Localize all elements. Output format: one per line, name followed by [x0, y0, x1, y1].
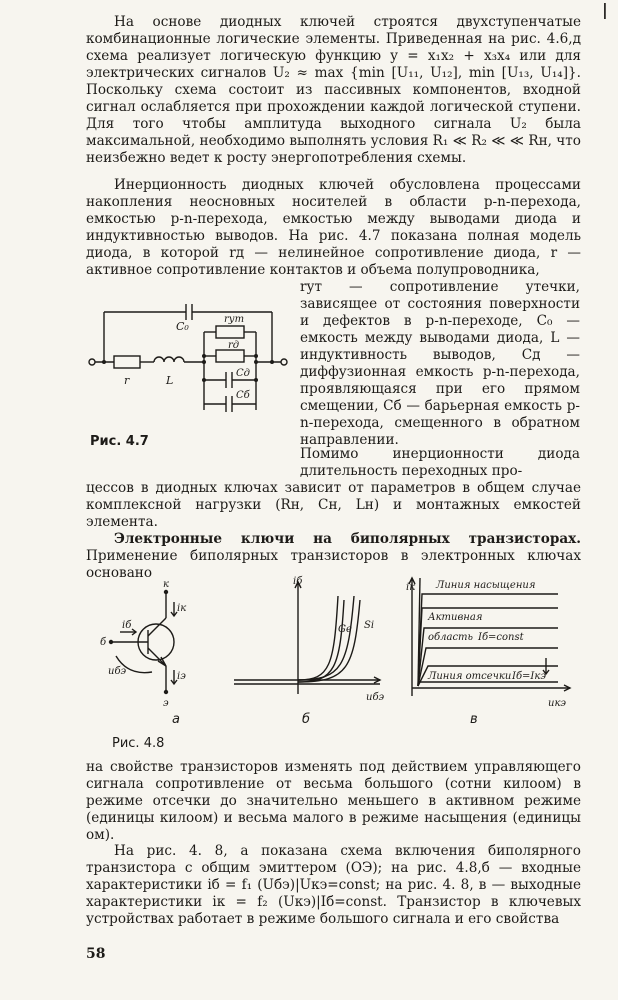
label-active-cond: Iб=const	[478, 632, 524, 643]
label-active-1: Активная	[428, 612, 483, 623]
figure-4-8a-transistor	[86, 578, 196, 728]
label-saturation-line: Линия насыщения	[436, 580, 536, 591]
label-cd: Cд	[236, 368, 250, 379]
paragraph-bjt-modes: на свойстве транзисторов изменять под действием управляющего сигнала сопротивление от весьма большого (сотни килоом) в режиме отсечки до значительно меньшего в активном режиме (единицы килоом) и весьма малого в режиме насыщения (единицы ом).	[86, 759, 581, 843]
figure-4-8c-label: в	[470, 712, 478, 727]
label-ib: iб	[122, 620, 132, 631]
paragraph-inertia-cont: rут — сопротивление утечки, зависящее от состояния поверхности и дефектов в p-n-переходе, C₀ — емкость между выводами диода, L — индуктивность выводов, Cд — диффузионная емкость p-n-перехода, проявляющаяся при его прямом смещении, Cб — барьерная емкость p-n-перехода, смещенного в обратном направлении.	[300, 279, 580, 448]
corner-mark: |	[602, 0, 608, 19]
label-rut: rут	[224, 314, 245, 325]
figure-4-8-caption: Рис. 4.8	[112, 736, 165, 751]
label-yaxis-b: iб	[293, 576, 303, 587]
label-ge: Ge	[338, 624, 352, 635]
paragraph-inertia-end: цессов в диодных ключах зависит от параметров в общем случае комплексной нагрузки (Rн, Cн, Lн) и монтажных емкостей элемента.	[86, 480, 581, 530]
label-yaxis-c: iк	[406, 582, 416, 593]
figure-4-8b-input-characteristics	[230, 576, 390, 706]
label-c0: C₀	[176, 320, 189, 333]
page-number: 58	[86, 946, 106, 962]
label-cutoff-cond: Iб=Iкэ	[512, 671, 546, 682]
paragraph-diode-logic: На основе диодных ключей строятся двухступенчатые комбинационные логические элементы. Приведенная на рис. 4.6,д схема реализует логическую функцию y = x₁x₂ + x₃x₄ или для электрических сигналов U₂ ≈ max {min [U₁₁, U₁₂], min [U₁₃, U₁₄]}. Поскольку схема состоит из пассивных компонентов, входной сигнал ослабляется при прохождении каждой логической ступени. Для того чтобы амплитуда выходного сигнала U₂ была максимальной, необходимо выполнять условия R₁ ≪ R₂ ≪ ≪ Rн, что неизбежно ведет к росту энергопотребления схемы.	[86, 14, 581, 166]
figure-4-8a-label: а	[172, 712, 180, 727]
label-b: б	[100, 637, 107, 648]
label-cb: Cб	[236, 390, 250, 401]
label-active-2: область	[428, 632, 473, 643]
paragraph-inertia-cont2: Помимо инерционности диода длительность переходных про-	[300, 446, 580, 479]
figure-4-8b-label: б	[302, 712, 311, 727]
paragraph-bjt-characteristics: На рис. 4. 8, а показана схема включения биполярного транзистора с общим эмиттером (ОЭ); на рис. 4.8,б — входные характеристики iб = f₁ (Uбэ)|Uкэ=const; на рис. 4. 8, в — выходные характеристики iк = f₂ (Uкэ)|Iб=const. Транзистор в ключевых устройствах работает в режиме большого сигнала и его свойства	[86, 843, 581, 927]
label-ie: iэ	[177, 671, 186, 682]
paragraph-bjt-intro-text: Применение биполярных транзисторов в электронных ключах основано	[86, 548, 581, 581]
figure-4-7-caption: Рис. 4.7	[90, 434, 149, 449]
figure-4-8c-output-characteristics	[398, 570, 578, 710]
label-r: r	[124, 374, 130, 387]
label-cutoff-line: Линия отсечки	[428, 671, 512, 682]
section-heading: Электронные ключи на биполярных транзисторах.	[114, 531, 581, 547]
label-xaxis-c: uкэ	[548, 698, 567, 709]
label-ik: iк	[177, 603, 187, 614]
figure-4-7-diode-model	[86, 290, 296, 430]
label-si: Si	[364, 620, 375, 631]
label-l: L	[166, 374, 174, 387]
label-k: к	[163, 579, 169, 590]
label-ube: uбэ	[108, 666, 127, 677]
label-xaxis-b: uбэ	[366, 692, 385, 703]
label-e: э	[163, 698, 169, 709]
label-rd: rд	[228, 340, 240, 351]
paragraph-inertia: Инерционность диодных ключей обусловлена процессами накопления неосновных носителей в области p-n-перехода, емкостью p-n-перехода, емкостью между выводами диода и индуктивностью выводов. На рис. 4.7 показана полная модель диода, в которой rд — нелинейное сопротивление диода, r — активное сопротивление контактов и объема полупроводника,	[86, 177, 581, 278]
